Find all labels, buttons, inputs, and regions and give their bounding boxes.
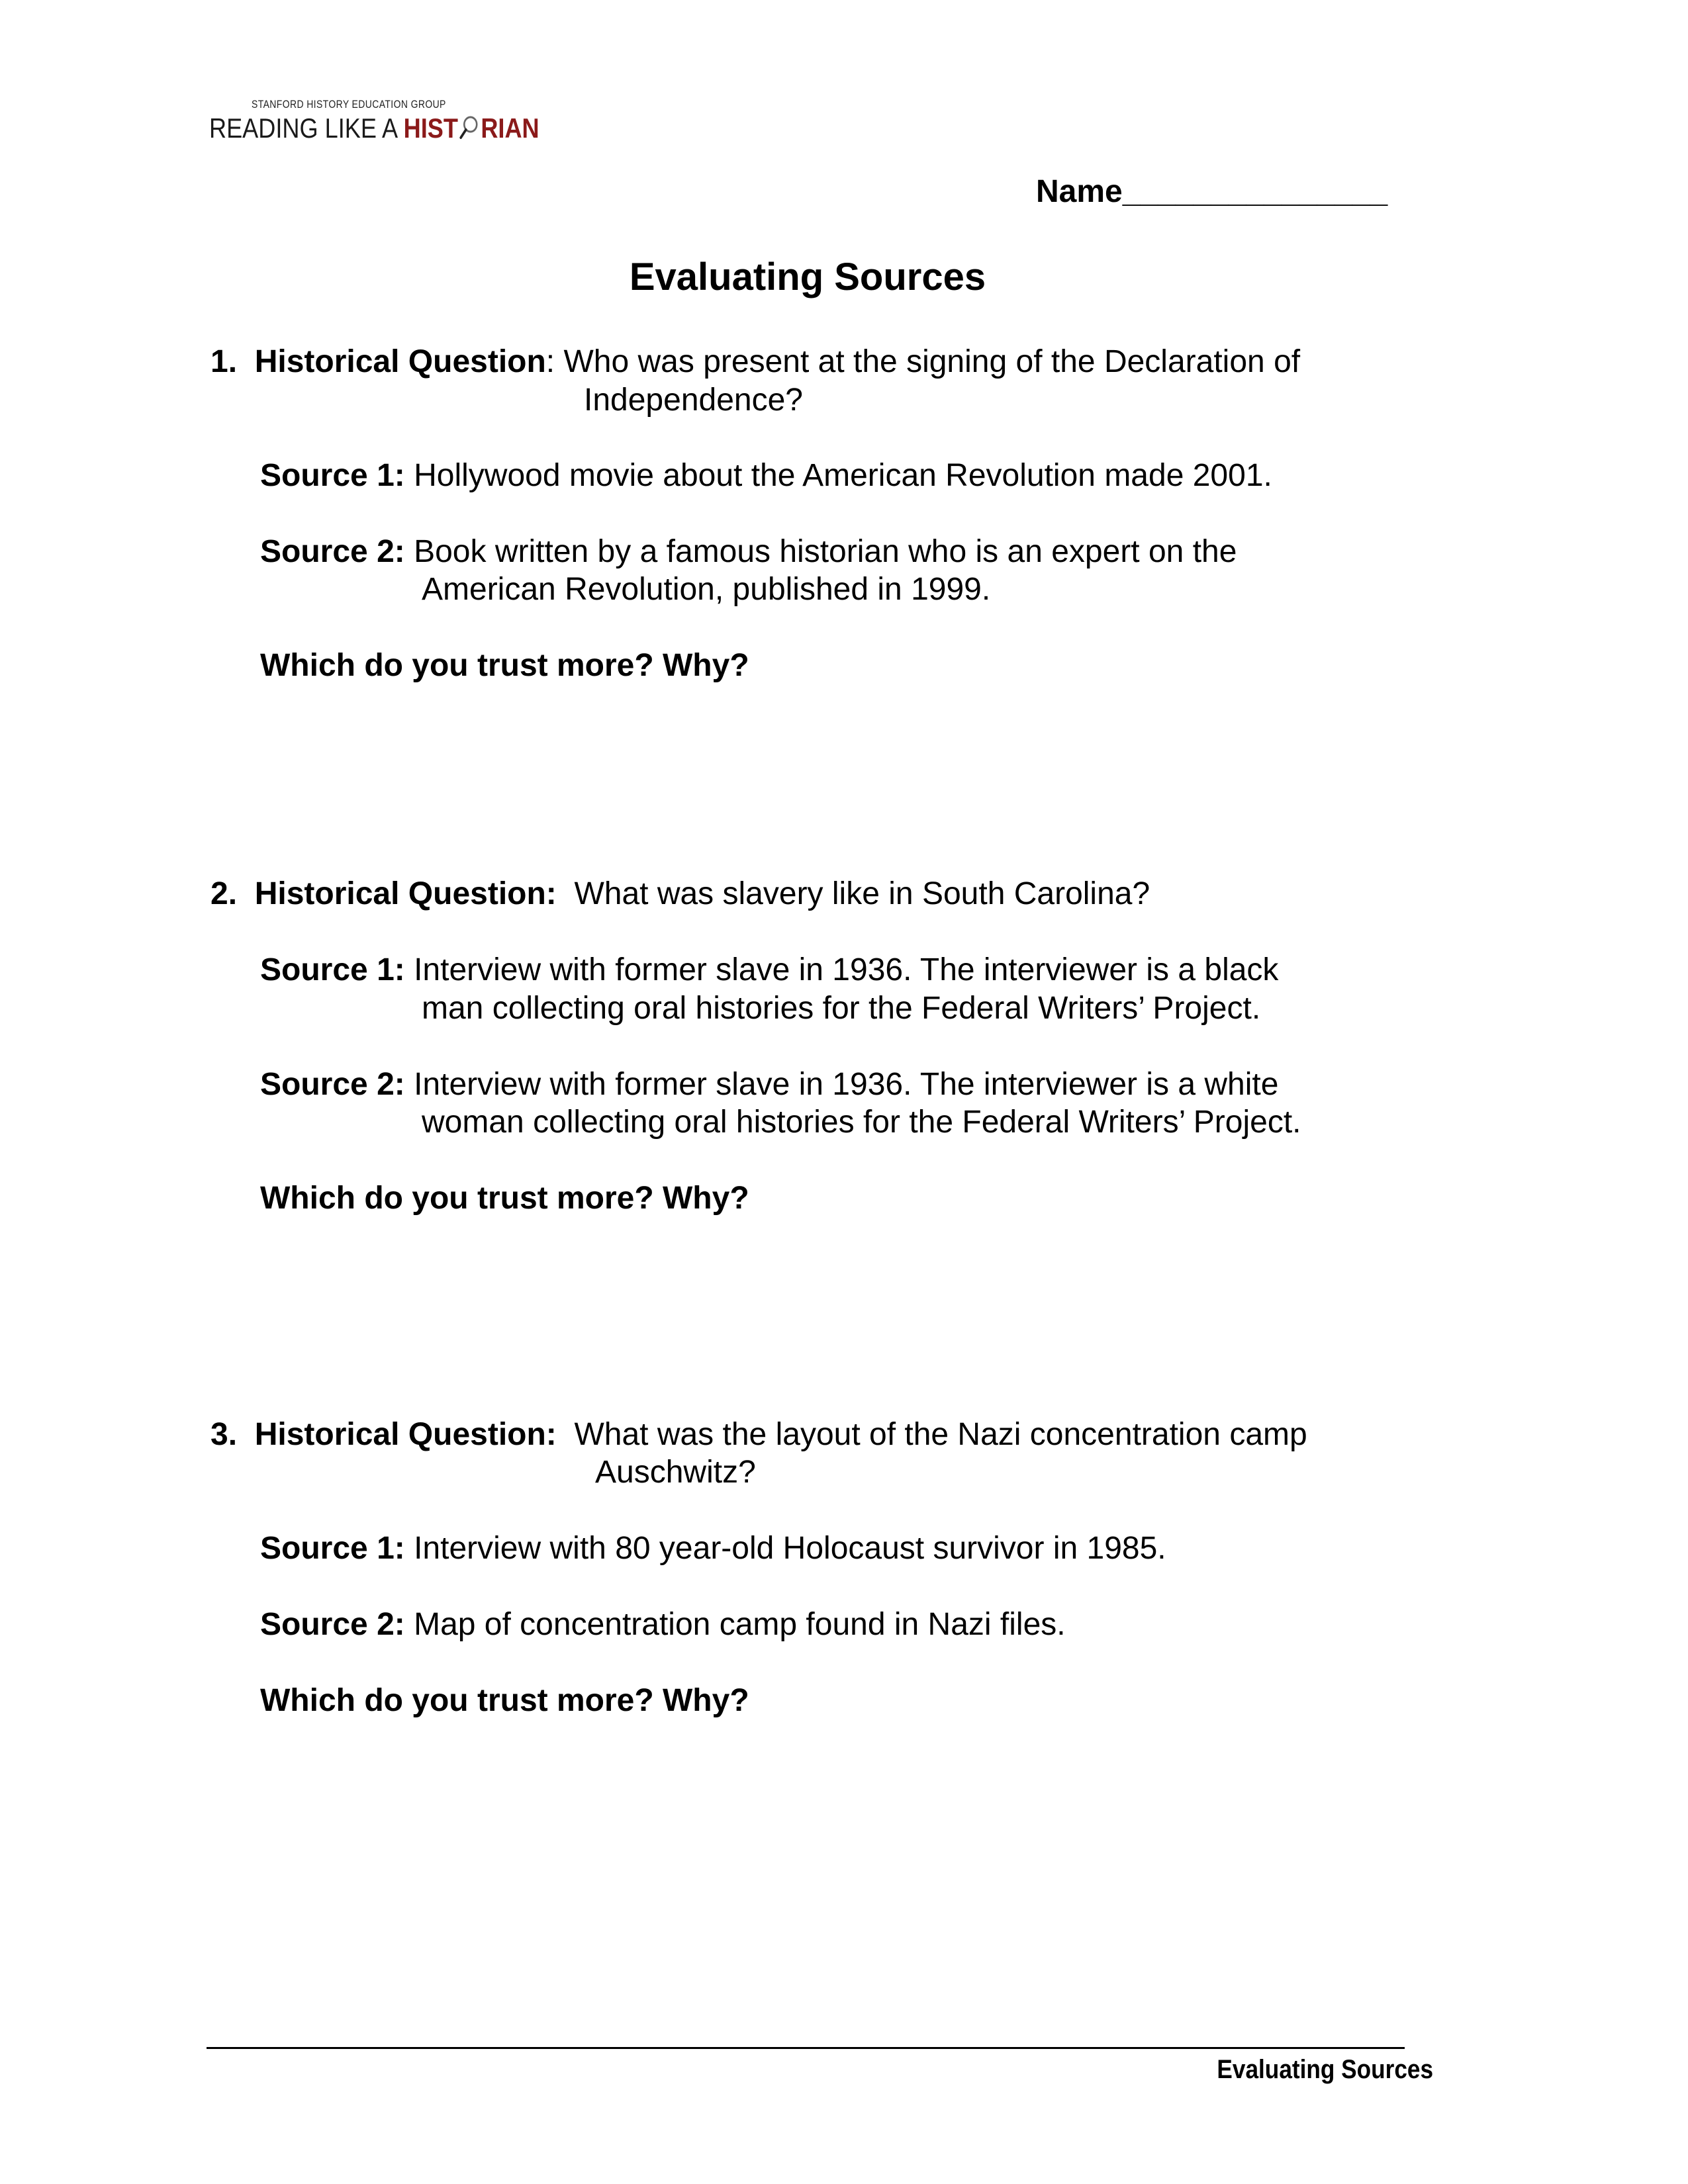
logo-org-text: STANFORD HISTORY EDUCATION GROUP — [252, 98, 446, 111]
source-text-continued: man collecting oral histories for the Federal Writers’ Project. — [422, 991, 1261, 1026]
question-1-source-2 — [260, 533, 1237, 571]
source-text: Interview with 80 year-old Holocaust survivor in 1985. — [414, 1531, 1166, 1566]
question-3-prompt: Which do you trust more? Why? — [260, 1683, 749, 1718]
question-label: Historical Question: — [254, 876, 557, 911]
magnifier-icon — [458, 114, 481, 140]
source-label: Source 1: — [260, 1531, 405, 1566]
logo — [209, 113, 539, 144]
source-text: Map of concentration camp found in Nazi files. — [414, 1607, 1066, 1642]
question-text-continued: Auschwitz? — [595, 1455, 756, 1490]
question-2-prompt: Which do you trust more? Why? — [260, 1181, 749, 1216]
logo-prefix: READING LIKE A — [209, 113, 399, 144]
footer-divider — [207, 2047, 1405, 2049]
question-text: Who was present at the signing of the Declaration of — [555, 344, 1301, 379]
question-label: Historical Question — [254, 344, 546, 379]
question-2-source-2 — [260, 1066, 1278, 1104]
question-label-suffix: : — [545, 344, 555, 379]
footer-title: Evaluating Sources — [1217, 2055, 1434, 2084]
source-label: Source 2: — [260, 1067, 405, 1102]
name-field[interactable]: Name_______________ — [1036, 174, 1388, 209]
page-title: Evaluating Sources — [629, 255, 986, 298]
question-3-source-2 — [260, 1606, 1066, 1644]
question-2-header — [211, 875, 1150, 913]
question-number: 1. — [211, 344, 238, 379]
question-text-continued: Independence? — [584, 383, 803, 418]
question-1-source-1 — [260, 457, 1272, 495]
source-label: Source 2: — [260, 1607, 405, 1642]
source-text: Book written by a famous historian who is an expert on the — [414, 534, 1237, 569]
source-text: Interview with former slave in 1936. The interviewer is a white — [414, 1067, 1279, 1102]
source-label: Source 1: — [260, 458, 405, 493]
logo-accent-before: HIST — [403, 113, 458, 144]
question-2-source-1 — [260, 951, 1278, 989]
source-label: Source 1: — [260, 952, 405, 987]
question-number: 3. — [211, 1417, 238, 1452]
logo-accent-after: RIAN — [481, 113, 539, 144]
source-text: Hollywood movie about the American Revolution made 2001. — [414, 458, 1272, 493]
question-1-header — [211, 343, 1300, 381]
source-text-continued: woman collecting oral histories for the Federal Writers’ Project. — [422, 1105, 1301, 1140]
source-text: Interview with former slave in 1936. The interviewer is a black — [414, 952, 1279, 987]
question-label: Historical Question: — [254, 1417, 557, 1452]
logo-accent — [404, 113, 539, 144]
question-text: What was slavery like in South Carolina? — [574, 876, 1150, 911]
question-3-header — [211, 1416, 1307, 1454]
question-3-source-1 — [260, 1529, 1166, 1568]
question-number: 2. — [211, 876, 238, 911]
source-text-continued: American Revolution, published in 1999. — [422, 572, 991, 607]
question-text: What was the layout of the Nazi concentration camp — [574, 1417, 1307, 1452]
source-label: Source 2: — [260, 534, 405, 569]
question-1-prompt: Which do you trust more? Why? — [260, 648, 749, 683]
